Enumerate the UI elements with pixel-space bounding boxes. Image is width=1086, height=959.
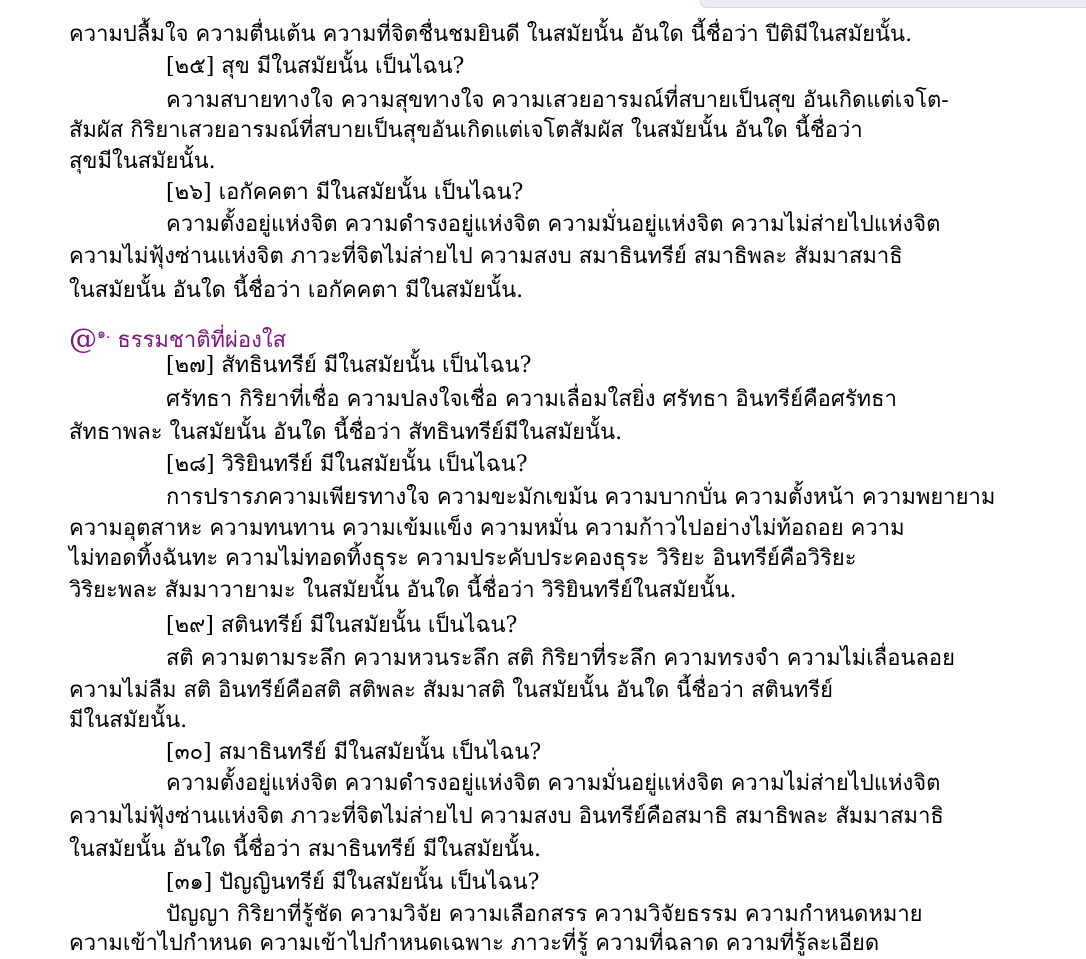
text-line: สัทธาพละ ในสมัยนั้น อันใด นี้ชื่อว่า สัทธินทรีย์มีในสมัยนั้น. xyxy=(69,420,623,445)
tab-strip-edge xyxy=(700,0,1086,8)
text-line: มีในสมัยนั้น. xyxy=(69,708,188,733)
text-line: ความไม่ฟุ้งซ่านแห่งจิต ภาวะที่จิตไม่ส่ายไป ความสงบ อินทรีย์คือสมาธิ สมาธิพละ สัมมาสมาธิ xyxy=(69,804,944,829)
text-line: ความอุตสาหะ ความทนทาน ความเข้มแข็ง ความหมั่น ความก้าวไปอย่างไม่ท้อถอย ความ xyxy=(69,516,905,541)
heading-text: ธรรมชาติที่ผ่องใส xyxy=(117,328,286,353)
text-line: ความตั้งอยู่แห่งจิต ความดำรงอยู่แห่งจิต ความมั่นอยู่แห่งจิต ความไม่ส่ายไปแห่งจิต xyxy=(166,212,941,237)
text-line: สุขมีในสมัยนั้น. xyxy=(69,149,216,174)
question-29: [๒๙] สตินทรีย์ มีในสมัยนั้น เป็นไฉน? xyxy=(166,613,518,638)
text-line: ความสบายทางใจ ความสุขทางใจ ความเสวยอารมณ์ที่สบายเป็นสุข อันเกิดแต่เจโต- xyxy=(166,88,949,113)
text-line: ความไม่ลืม สติ อินทรีย์คือสติ สติพละ สัมมาสติ ในสมัยนั้น อันใด นี้ชื่อว่า สตินทรีย์ xyxy=(69,678,834,703)
question-27: [๒๗] สัทธินทรีย์ มีในสมัยนั้น เป็นไฉน? xyxy=(166,353,532,378)
text-line: ในสมัยนั้น อันใด นี้ชื่อว่า เอกัคคตา มีในสมัยนั้น. xyxy=(69,278,524,303)
text-line: ปัญญา กิริยาที่รู้ชัด ความวิจัย ความเลือกสรร ความวิจัยธรรม ความกำหนดหมาย xyxy=(166,902,923,927)
heading-marker: ๑. xyxy=(97,326,111,342)
text-line-clipped xyxy=(69,929,880,956)
text-line: ศรัทธา กิริยาที่เชื่อ ความปลงใจเชื่อ ความเลื่อมใสยิ่ง ศรัทธา อินทรีย์คือศรัทธา xyxy=(166,387,897,412)
text-line: ไม่ทอดทิ้งฉันทะ ความไม่ทอดทิ้งธุระ ความประคับประคองธุระ วิริยะ อินทรีย์คือวิริยะ xyxy=(69,546,857,571)
text-line: ในสมัยนั้น อันใด นี้ชื่อว่า สมาธินทรีย์ มีในสมัยนั้น. xyxy=(69,837,541,862)
text-line: สัมผัส กิริยาเสวยอารมณ์ที่สบายเป็นสุขอันเกิดแต่เจโตสัมผัส ในสมัยนั้น อันใด นี้ชื่อว่า xyxy=(69,118,863,143)
question-31: [๓๑] ปัญญินทรีย์ มีในสมัยนั้น เป็นไฉน? xyxy=(166,870,540,895)
browser-top-edge xyxy=(0,0,1085,10)
text-line: ความตั้งอยู่แห่งจิต ความดำรงอยู่แห่งจิต ความมั่นอยู่แห่งจิต ความไม่ส่ายไปแห่งจิต xyxy=(166,771,941,796)
question-28: [๒๘] วิริยินทรีย์ มีในสมัยนั้น เป็นไฉน? xyxy=(166,452,528,477)
text-line: วิริยะพละ สัมมาวายามะ ในสมัยนั้น อันใด นี้ชื่อว่า วิริยินทรีย์ในสมัยนั้น. xyxy=(69,578,737,603)
question-30: [๓๐] สมาธินทรีย์ มีในสมัยนั้น เป็นไฉน? xyxy=(166,740,542,765)
text-line: การปรารภความเพียรทางใจ ความขะมักเขม้น ความบากบั่น ความตั้งหน้า ความพยายาม xyxy=(166,485,996,510)
question-25: [๒๕] สุข มีในสมัยนั้น เป็นไฉน? xyxy=(166,54,465,79)
heading-at-sign: @ xyxy=(69,322,97,355)
question-26: [๒๖] เอกัคคตา มีในสมัยนั้น เป็นไฉน? xyxy=(166,180,524,205)
text-line: สติ ความตามระลึก ความหวนระลึก สติ กิริยาที่ระลึก ความทรงจำ ความไม่เลื่อนลอย xyxy=(166,646,956,671)
text-line: ความปลื้มใจ ความตื่นเต้น ความที่จิตชื่นชมยินดี ในสมัยนั้น อันใด นี้ชื่อว่า ปีติมีในสมัยนั้น. xyxy=(69,22,913,47)
text-line: ความไม่ฟุ้งซ่านแห่งจิต ภาวะที่จิตไม่ส่ายไป ความสงบ สมาธินทรีย์ สมาธิพละ สัมมาสมาธิ xyxy=(69,244,903,269)
clipped-line-text: ความเข้าไปกำหนด ความเข้าไปกำหนดเฉพาะ ภาวะที่รู้ ความที่ฉลาด ความที่รู้ละเอียด xyxy=(69,931,880,956)
